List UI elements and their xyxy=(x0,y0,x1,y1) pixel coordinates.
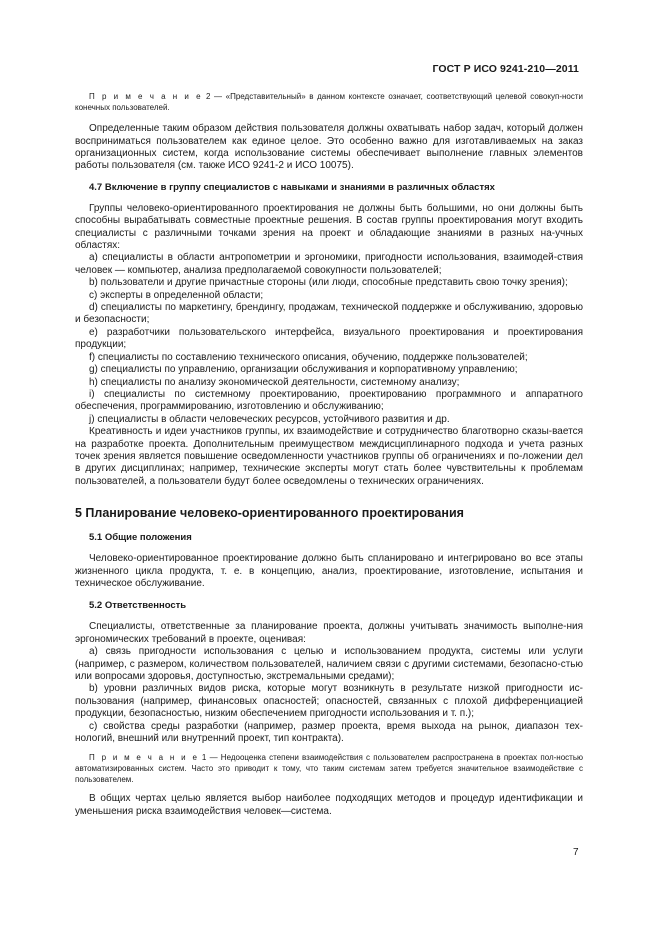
note-label: П р и м е ч а н и е xyxy=(89,753,199,763)
note-2 xyxy=(75,92,583,113)
section-5-heading: 5 Планирование человеко-ориентированного проектирования xyxy=(75,506,464,521)
paragraph-team: Группы человеко-ориентированного проектирования не должны быть большими, но они должны быть способны вырабатывать совместные проектные решения. В состав группы проектирования могут входить специалисты с различными точками зрения на проект и обладающие знаниями в разных на-учных областях: xyxy=(75,202,583,252)
list-item: c) свойства среды разработки (например, размер проекта, время выхода на рынок, диапазон тех-нологий, внешний или внутренний проект, тип контракта). xyxy=(75,720,583,745)
section-5-1-heading: 5.1 Общие положения xyxy=(89,532,192,544)
evaluation-list xyxy=(75,646,583,745)
list-item: f) специалисты по составлению технического описания, обучению, поддержке пользователей; xyxy=(89,351,528,363)
page-number: 7 xyxy=(573,847,579,858)
paragraph-creativity: Креативность и идеи участников группы, их взаимодействие и сотрудничество благотворно сказы-вается на разработке проекта. Дополнительным преимуществом междисциплинарного подхода и учета разных точек зрения является повышение осведомленности участников группы об ограничениях и по-ложении дел в других дисциплинах; например, технические эксперты могут стать более чувствительны к проблемам пользователей, а пользователи будут более осведомлены о технических ограничениях. xyxy=(75,426,583,487)
list-item: e) разработчики пользовательского интерфейса, визуального проектирования и проектирования продукции; xyxy=(75,326,583,351)
list-item: d) специалисты по маркетингу, брендингу, продажам, технической поддержке и обслуживанию, здоровью и безопасности; xyxy=(75,302,583,326)
paragraph-planning: Человеко-ориентированное проектирование должно быть спланировано и интегрировано во все этапы жизненного цикла продукта, т. е. в концепцию, анализ, проектирование, изготовление, испытания и техническое обслуживание. xyxy=(75,553,583,589)
list-item: a) специалисты в области антропометрии и эргономики, пригодности использования, взаимодей-ствия человек — компьютер, анализа предполагаемой совокупности пользователей; xyxy=(75,252,583,276)
specialists-list xyxy=(75,252,583,426)
list-item: a) связь пригодности использования с целью и использованием продукта, системы или услуги (например, с размером, количеством пользователей, наличием связи с другими системами, безопасно-стью или вопросами здоровья, доступностью, экстремальными средами); xyxy=(75,646,583,682)
section-5-2-heading: 5.2 Ответственность xyxy=(89,600,187,612)
page-content xyxy=(75,92,583,818)
list-item: i) специалисты по системному проектированию, проектированию программного и аппаратного обеспечения, программированию, изготовлению и обслуживанию; xyxy=(75,388,583,413)
list-item: j) специалисты в области человеческих ресурсов, устойчивого развития и др. xyxy=(89,413,450,425)
list-item: b) уровни различных видов риска, которые могут возникнуть в результате низкой пригодности ис-пользования (например, финансовых опасностей; опасностей, связанных с плохой дифференциацией продукции, безопасностью, низким обеспечением пригодности использования и т. п.); xyxy=(75,683,583,720)
note-1 xyxy=(75,753,583,785)
list-item: g) специалисты по управлению, организации обслуживания и корпоративному управлению; xyxy=(89,364,518,376)
list-item: h) специалисты по анализу экономической деятельности, системному анализу; xyxy=(89,376,460,388)
paragraph-responsibility: Специалисты, ответственные за планирование проекта, должны учитывать значимость выполне-ния эргономических требований в проекте, оценивая: xyxy=(75,621,583,645)
note-text: 1 — Недооценка степени взаимодействия с пользователем распространена в проектах пол-ностью автоматизированных систем. Часто это приводит к тому, что таким системам затем требуется значительное взаимодействие с пользователем. xyxy=(75,753,583,784)
section-4-7-heading: 4.7 Включение в группу специалистов с навыками и знаниями в различных областях xyxy=(89,181,495,193)
note-label: П р и м е ч а н и е xyxy=(89,92,203,101)
paragraph-user-actions: Определенные таким образом действия пользователя должны охватывать набор задач, который должен восприниматься пользователем как единое целое. Это особенно важно для изготавливаемых на заказ организационных систем, когда использование системы обеспечивает выполнение главных элементов работы пользователя (см. также ИСО 9241-2 и ИСО 10075). xyxy=(75,123,583,172)
note-text: 2 — «Представительный» в данном контексте означает, соответствующий целевой совокуп-ности конечных пользователей. xyxy=(75,92,583,112)
document-header: ГОСТ Р ИСО 9241-210—2011 xyxy=(432,63,579,75)
list-item: c) эксперты в определенной области; xyxy=(89,289,264,301)
paragraph-goal: В общих чертах целью является выбор наиболее подходящих методов и процедур идентификации и уменьшения риска взаимодействия человек—система. xyxy=(75,793,583,817)
list-item: b) пользователи и другие причастные стороны (или люди, способные представить свою точку зрения); xyxy=(89,277,568,289)
